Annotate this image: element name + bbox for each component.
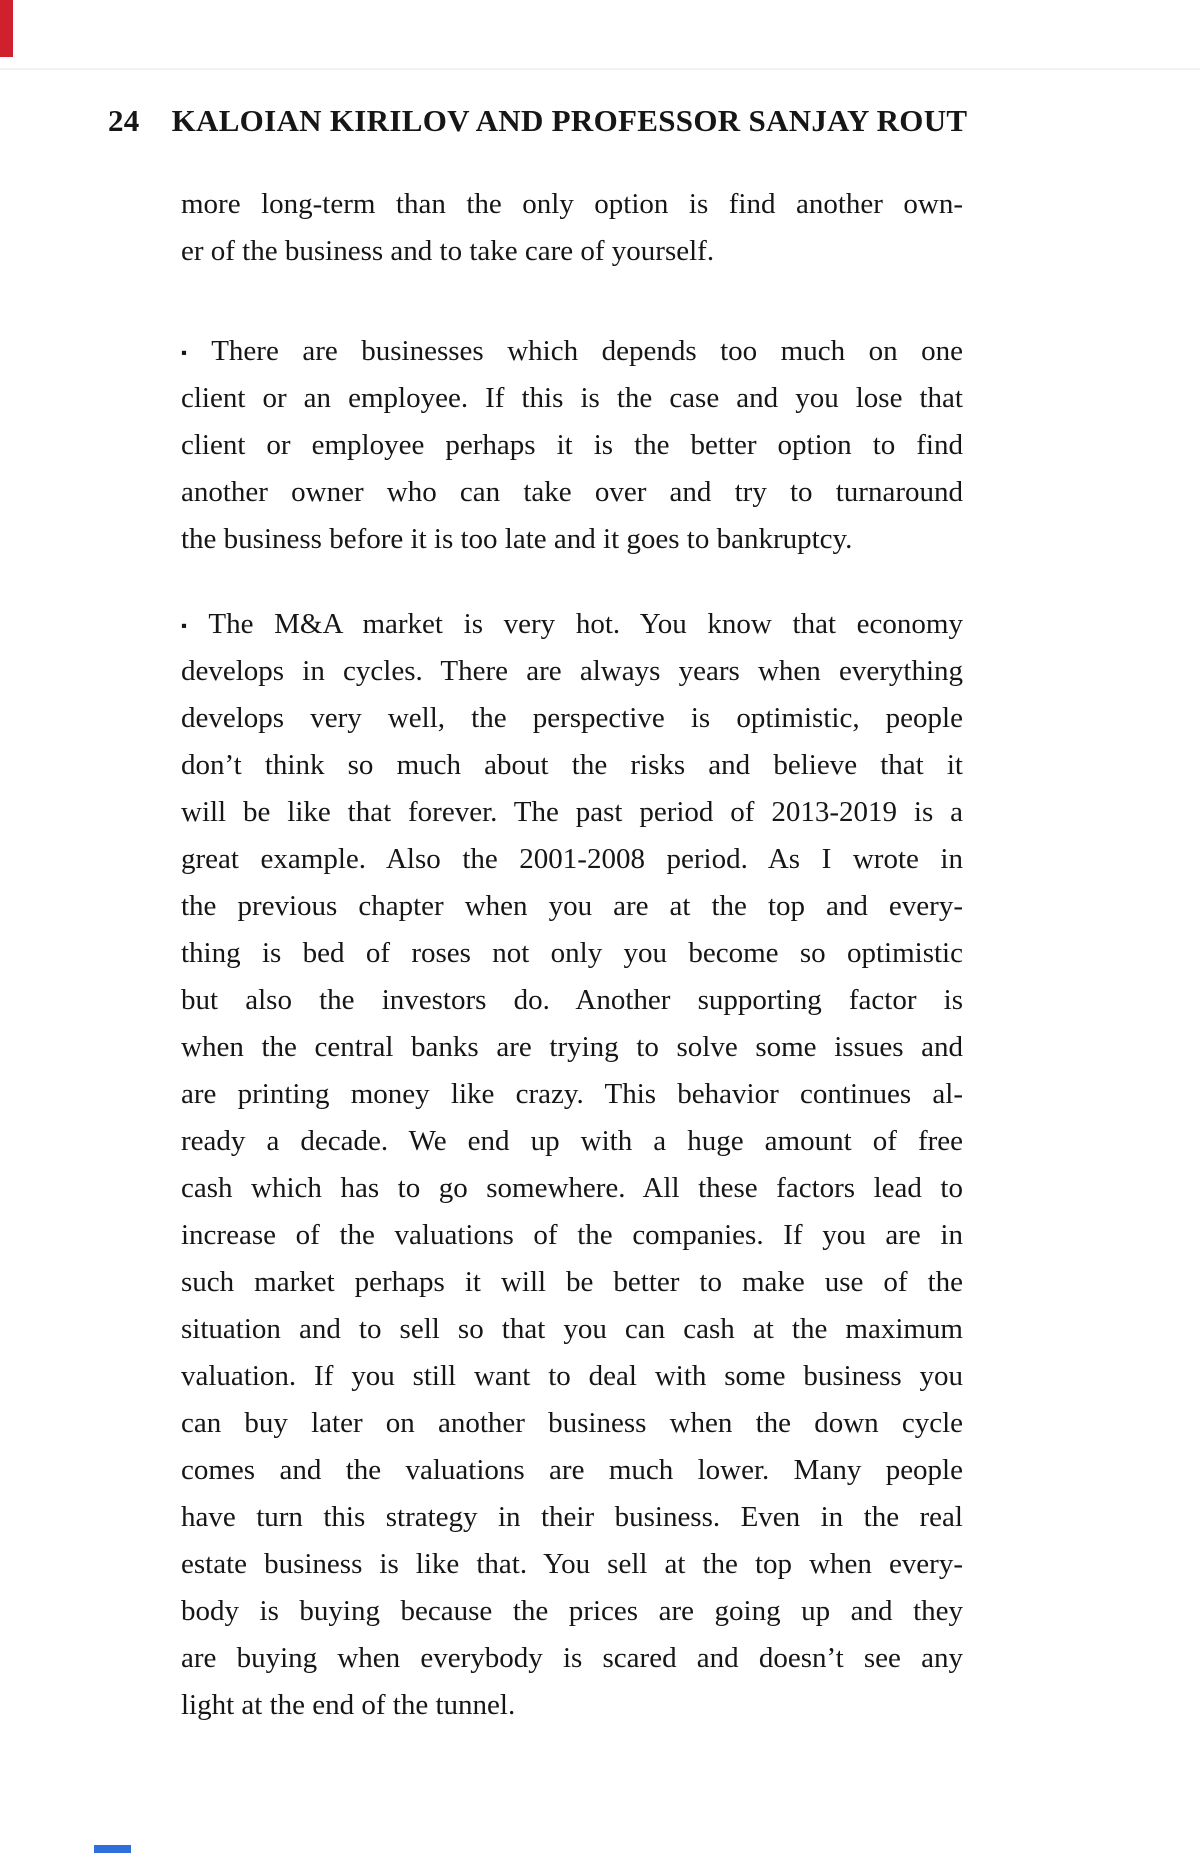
paragraph [181,181,963,275]
page-header [108,103,967,139]
text-line: the previous chapter when you are at the top and every- [181,890,963,922]
text-line: estate business is like that. You sell at the top when every- [181,1548,963,1580]
text-line: er of the business and to take care of yourself. [181,235,715,267]
running-title: KALOIAN KIRILOV AND PROFESSOR SANJAY ROUT [171,103,968,138]
text-line: thing is bed of roses not only you become so optimistic [181,937,963,969]
text-line: are buying when everybody is scared and doesn’t see any [181,1642,963,1674]
text-line: develops very well, the perspective is optimistic, people [181,702,963,734]
text-line: ▪ The M&A market is very hot. You know that economy [181,608,963,640]
blue-scan-mark [94,1845,131,1853]
paragraph [181,601,963,1729]
text-line: will be like that forever. The past period of 2013-2019 is a [181,796,963,828]
red-scan-mark [0,0,13,57]
text-line: can buy later on another business when the down cycle [181,1407,963,1439]
page-number: 24 [108,103,140,138]
bullet-icon: ▪ [181,342,204,362]
scan-artifact-line [0,68,1200,70]
bullet-icon: ▪ [181,615,201,635]
text-line: body is buying because the prices are going up and they [181,1595,963,1627]
text-line: light at the end of the tunnel. [181,1689,516,1721]
text-line: valuation. If you still want to deal with some business you [181,1360,963,1392]
text-line: ready a decade. We end up with a huge amount of free [181,1125,963,1157]
text-line: ▪ There are businesses which depends too much on one [181,335,963,367]
paragraph [181,328,963,563]
text-line: situation and to sell so that you can cash at the maximum [181,1313,963,1345]
text-line: client or an employee. If this is the case and you lose that [181,382,963,414]
text-line: have turn this strategy in their business. Even in the real [181,1501,963,1533]
text-line: but also the investors do. Another supporting factor is [181,984,963,1016]
text-line: cash which has to go somewhere. All these factors lead to [181,1172,963,1204]
text-line: comes and the valuations are much lower. Many people [181,1454,963,1486]
text-line: increase of the valuations of the companies. If you are in [181,1219,963,1251]
text-line: the business before it is too late and it goes to bankruptcy. [181,523,853,555]
text-line: client or employee perhaps it is the better option to find [181,429,963,461]
body-text [181,181,963,1729]
text-line: great example. Also the 2001-2008 period. As I wrote in [181,843,963,875]
text-line: such market perhaps it will be better to make use of the [181,1266,963,1298]
text-line: another owner who can take over and try to turnaround [181,476,963,508]
text-line: more long-term than the only option is find another own- [181,188,963,220]
text-line: don’t think so much about the risks and believe that it [181,749,963,781]
text-line: when the central banks are trying to solve some issues and [181,1031,963,1063]
text-line: develops in cycles. There are always years when everything [181,655,963,687]
text-line: are printing money like crazy. This behavior continues al- [181,1078,963,1110]
